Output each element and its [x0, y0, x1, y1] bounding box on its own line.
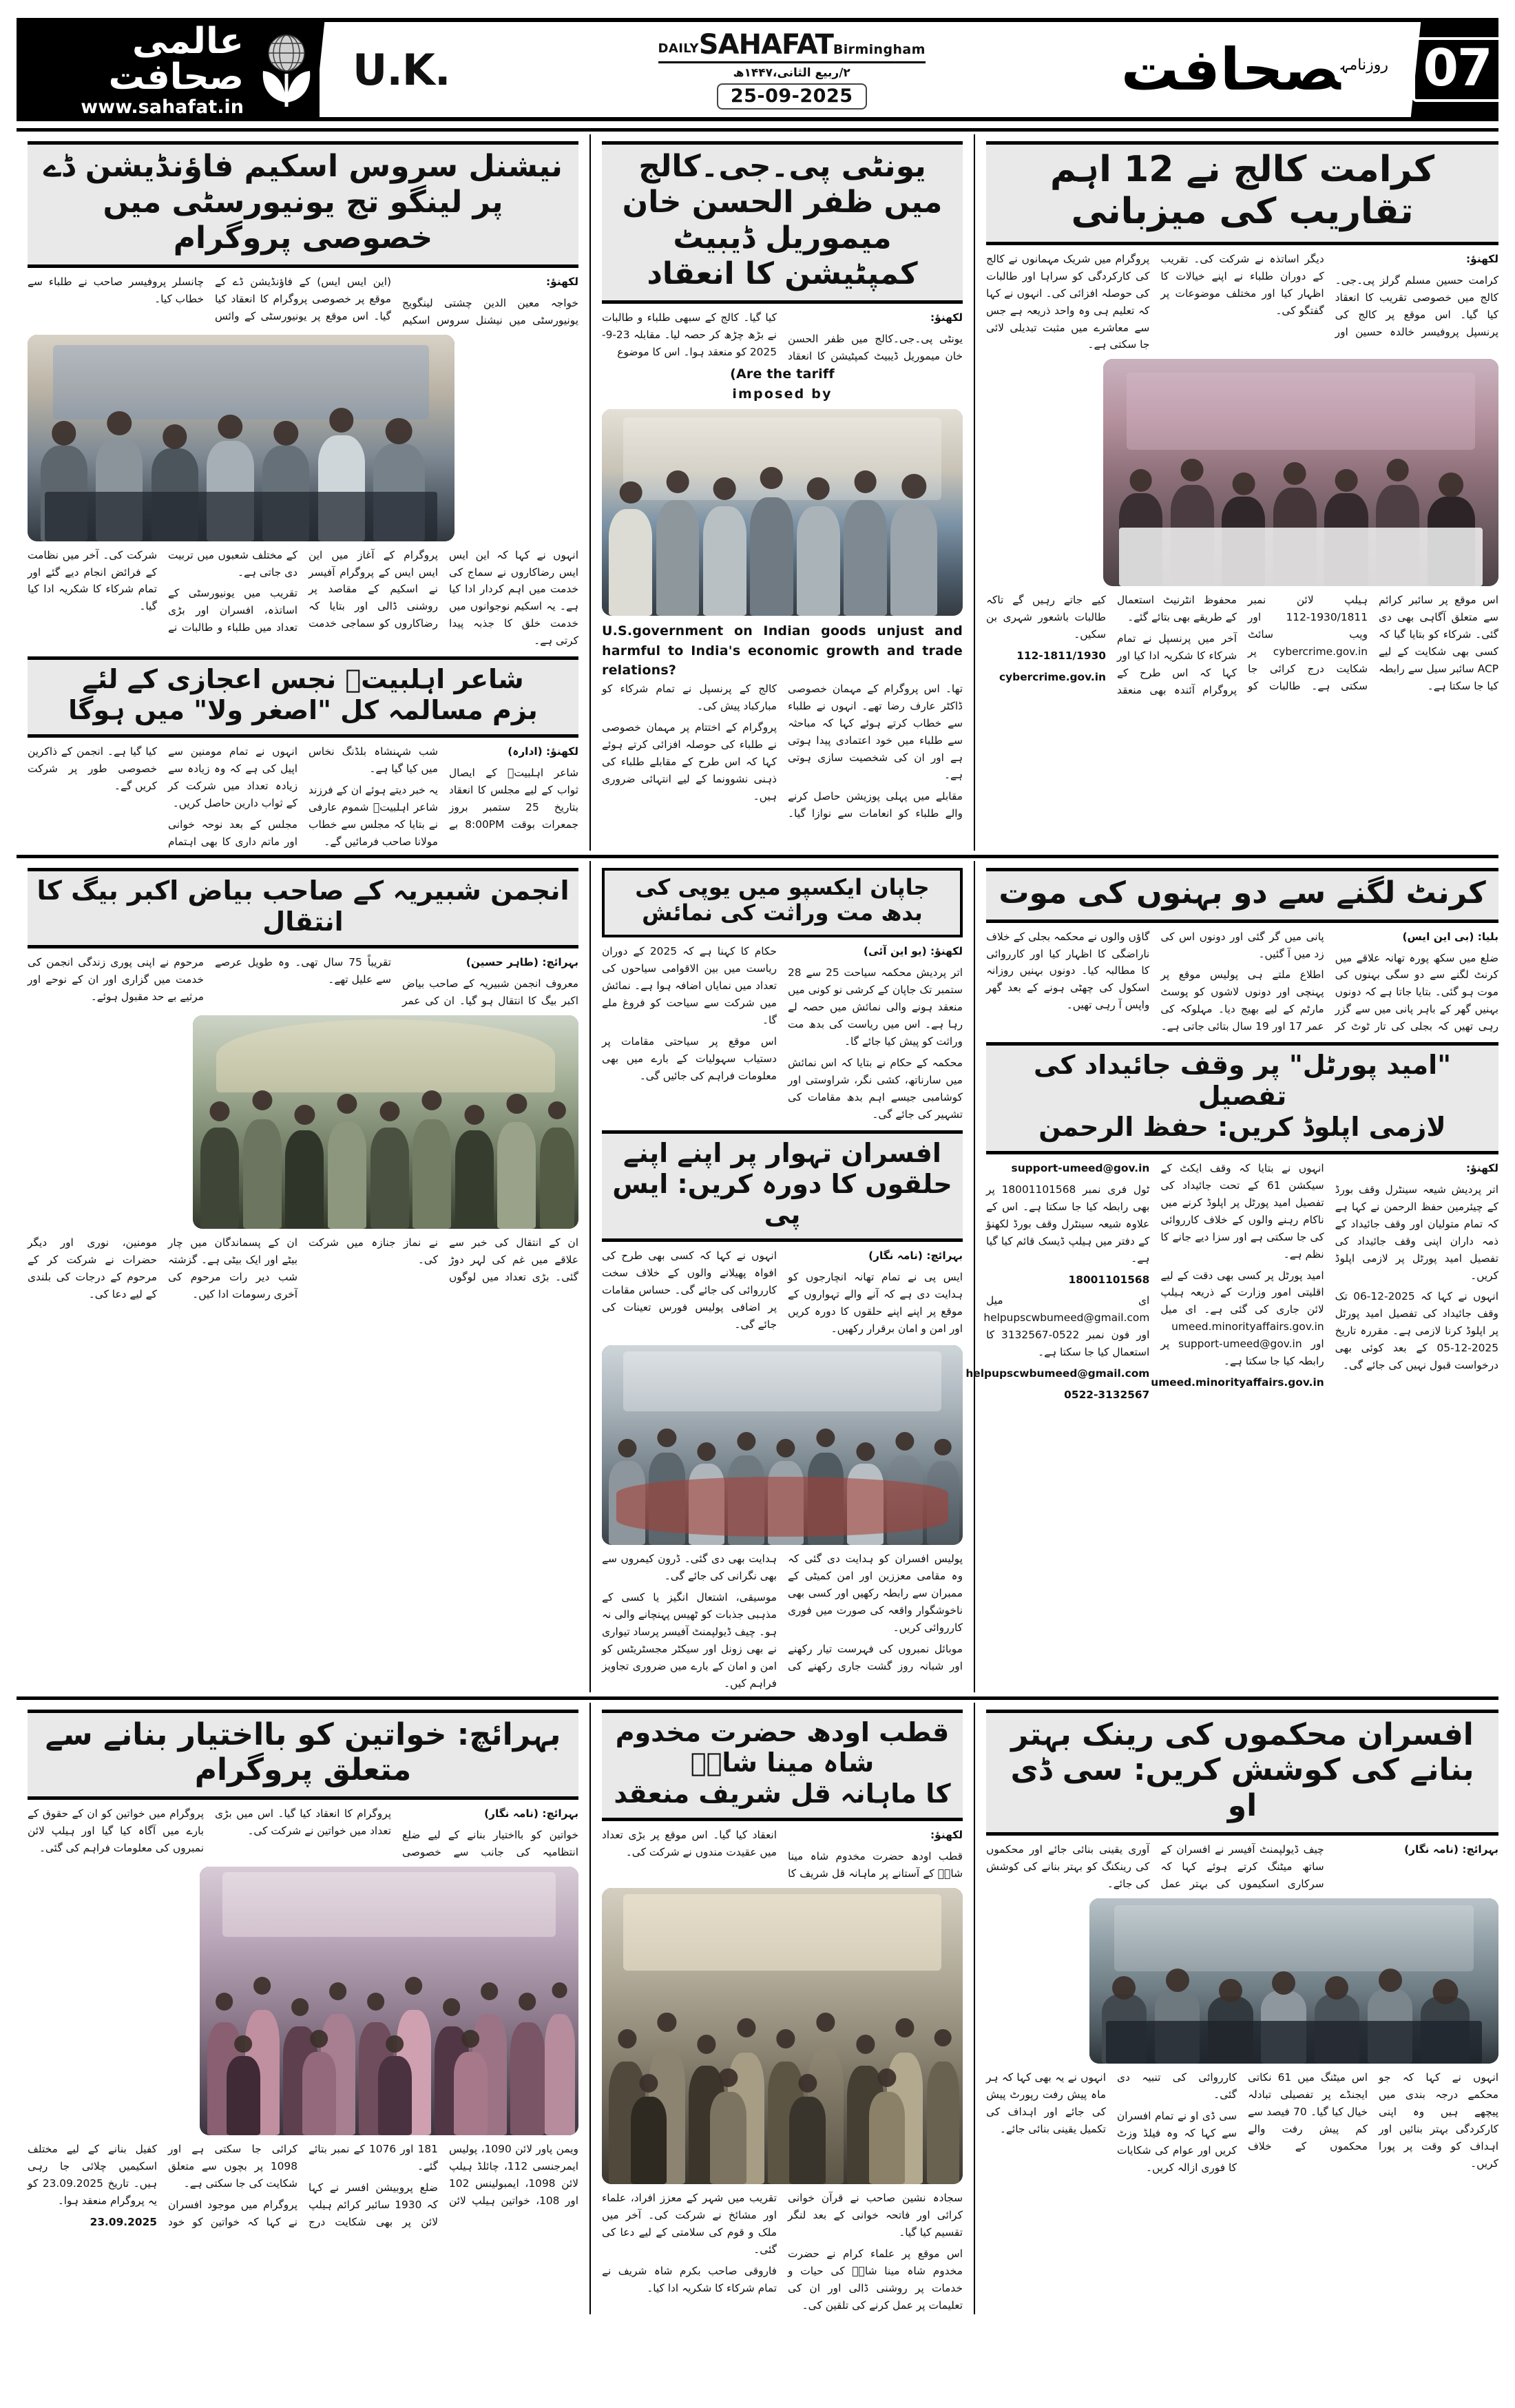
shair-headline-line1: شاعر اہلبیتؑ نجس اعجازی کے لئے	[82, 664, 524, 695]
unity-para-1: پروگرام کے اختتام پر مہمان خصوصی نے طلباء کی حوصلہ افزائی کرتے ہوئے کہا کہ اس طرح کے مقابلے طلباء کی ذہنی نشوونما کے لیے انتہائی ضروری ہیں۔	[602, 720, 777, 802]
umeed-email-1[interactable]: support-umeed@gov.in	[1011, 1161, 1150, 1174]
masthead	[17, 18, 1498, 121]
anjuman-headline: انجمن شبیریہ کے صاحب بیاض اکبر بیگ کا انتقال	[28, 868, 578, 949]
masthead-white-panel	[315, 22, 1421, 117]
women-body-top	[28, 1805, 578, 1861]
current-death-dateline: بلیا: (بی این ایس)	[1402, 930, 1498, 943]
anjuman-body-top	[28, 954, 578, 1010]
anjuman-para-4: مومنین، نوری اور دیگر حضرات نے شرکت کر کے مرحوم کے درجات کی بلندی کے لیے دعا کی۔	[28, 1236, 157, 1301]
karamat-website[interactable]: cybercrime.gov.in	[999, 671, 1106, 684]
anjuman-para-1: مرحوم نے اپنی پوری زندگی انجمن کی خدمت میں گزاری اور ان کے نوحے اور مرثیے بے حد مقبول ہوئے۔	[28, 956, 204, 1004]
anjuman-para-2: ان کے انتقال کی خبر سے علاقے میں غم کی لہر دوڑ گئی۔ بڑی تعداد میں لوگوں نے نماز جنازہ میں شرکت کی۔	[309, 1236, 578, 1284]
article-nss-program	[28, 134, 589, 851]
qutub-body-top	[602, 1827, 963, 1882]
qutub-dateline: لکھنؤ:	[930, 1829, 963, 1842]
anjuman-dateline: بہرائچ: (طاہر حسین)	[466, 956, 578, 969]
nss-para-1: انہوں نے کہا کہ این ایس ایس رضاکاروں نے سماج کی خدمت میں اہم کردار ادا کیا ہے۔ یہ اسکیم نوجوانوں میں خدمت خلق کا جذبہ پیدا کرتی ہے۔	[449, 548, 578, 647]
anjuman-para-0: معروف انجمن شبیریہ کے صاحب بیاض اکبر بیگ کا انتقال ہو گیا۔ ان کی عمر تقریباً 75 سال تھی۔ وہ طویل عرصے سے علیل تھے۔	[215, 956, 578, 1008]
article-cdo-ranking	[975, 1703, 1498, 2314]
brand-urdu-name: عالمی صحافت	[108, 20, 244, 98]
karamat-para-2: اس موقع پر سائبر کرائم سے متعلق آگاہی بھی دی گئی۔ شرکاء کو بتایا گیا کہ کسی بھی شکایت کے لیے ACP سائبر سیل سے رابطہ کیا جا سکتا ہے۔	[1379, 594, 1498, 693]
page-number: 07	[1412, 37, 1499, 102]
cdo-para-1: انہوں نے کہا کہ جو محکمے درجہ بندی میں پیچھے ہیں وہ اپنی کارکردگی بہتر بنائیں اور اہداف کو وقت پر پورا کریں۔	[1379, 2071, 1498, 2170]
karamat-para-0: کرامت حسین مسلم گرلز پی۔جی۔کالج میں خصوصی تقریب کا انعقاد کیا گیا۔ اس موقع پر کالج کی پرنسپل پروفیسر خالدہ حسین اور دیگر اساتذہ نے شرکت کی۔ تقریب کے دوران طلباء نے اپنے خیالات کا اظہار کیا اور مختلف موضوعات پر گفتگو کی۔	[1160, 252, 1498, 338]
nss-para-3: تقریب میں یونیورسٹی کے اساتذہ، افسران اور بڑی تعداد میں طلباء و طالبات نے شرکت کی۔ آخر میں نظامت کے فرائض انجام دیے گئے اور تمام شرکاء کا شکریہ ادا کیا گیا۔	[28, 548, 297, 634]
karamat-para-1: پروگرام میں شریک مہمانوں نے کالج کی کارکردگی کو سراہا اور طالبات کی حوصلہ افزائی کی۔ انہوں نے کہا کہ تعلیم ہی وہ واحد ذریعہ ہے جس سے معاشرے میں مثبت تبدیلی لائی جا سکتی ہے۔	[986, 252, 1150, 351]
women-para-0: خواتین کو بااختیار بنانے کے لیے ضلع انتظامیہ کی جانب سے خصوصی پروگرام کا انعقاد کیا گیا۔ اس میں بڑی تعداد میں خواتین نے شرکت کی۔	[215, 1807, 578, 1859]
nss-headline: نیشنل سروس اسکیم فاؤنڈیشن ڈے پر لینگو تج یونیورسٹی میں خصوصی پروگرام	[28, 141, 578, 268]
qutub-para-1: سجادہ نشین صاحب نے قرآن خوانی کرائی اور فاتحہ خوانی کے بعد لنگر تقسیم کیا گیا۔	[788, 2191, 963, 2239]
cdo-para-2: اس میٹنگ میں 61 نکاتی ایجنڈے پر تفصیلی تبادلہ خیال کیا گیا۔ 70 فیصد سے کم پیش رفت والے محکموں کے خلاف کارروائی کی تنبیہ دی گئی۔	[1117, 2071, 1368, 2152]
unity-intro-text: یونٹی پی۔جی۔کالج میں ظفر الحسن خان میموریل ڈیبیٹ کمپٹیشن کا انعقاد کیا گیا۔ کالج کے سبھی طلباء و طالبات نے بڑھ چڑھ کر حصہ لیا۔ مقابلہ 23-9-2025 کو منعقد ہوا۔ اس کا موضوع	[602, 311, 963, 362]
women-para-4: پروگرام میں موجود افسران نے کہا کہ خواتین کو خود کفیل بنانے کے لیے مختلف اسکیمیں چلائی جا رہی ہیں۔ تاریخ 23.09.2025 کو یہ پروگرام منعقد ہوا۔	[28, 2143, 297, 2229]
masthead-date: 25-09-2025	[717, 83, 867, 110]
umeed-para-2: انہوں نے بتایا کہ وقف ایکٹ کے سیکشن 61 کے تحت جائیداد کی تفصیل امید پورٹل پر اپلوڈ کرنے میں ناکام رہنے والوں کے خلاف کارروائی کی جا سکتی ہے اور سزا دیے جانے کا نظم ہے۔	[1160, 1161, 1324, 1260]
qutub-headline-line1: قطب اودھ حضرت مخدوم شاہ مینا شاہؒ	[615, 1716, 950, 1778]
umeed-para-0: اتر پردیش شیعہ سینٹرل وقف بورڈ کے چیئرمین حفظ الرحمن نے کہا ہے کہ تمام متولیان اور وقف جائیداد کے ذمہ داران اپنی وقف جائیداد کی تفصیل امید پورٹل پر لازمی اپلوڈ کریں۔	[1335, 1183, 1498, 1282]
umeed-headline-line1: "امید پورٹل" پر وقف جائیداد کی تفصیل	[1033, 1050, 1452, 1112]
anjuman-body-bottom	[28, 1234, 578, 1303]
shair-headline-line2: بزم مسالمہ کل "اصغر ولا" میں ہوگا	[68, 695, 538, 726]
cdo-headline: افسران محکموں کی رینک بہتر بنانے کی کوشش کریں: سی ڈی او	[986, 1710, 1498, 1836]
umeed-para-1: انہوں نے کہا کہ 2025-12-06 تک وقف جائیداد کی تفصیل امید پورٹل پر اپلوڈ کرنا لازمی ہے۔ مقررہ تاریخ 2025-12-05 کے بعد کوئی بھی درخواست قبول نہیں کی جائے گی۔	[1335, 1290, 1498, 1372]
umeed-dateline: لکھنؤ:	[1466, 1161, 1498, 1174]
cdo-para-3: سی ڈی او نے تمام افسران سے کہا کہ وہ فیلڈ وزٹ کریں اور عوام کی شکایات کا فوری ازالہ کریں۔	[1117, 2110, 1237, 2174]
current-death-para-2: گاؤں والوں نے محکمہ بجلی کے خلاف ناراضگی کا اظہار کیا اور کارروائی کا مطالبہ کیا۔ دونوں بہنیں روزانہ اسکول کی چھٹی ہونے کے بعد گھر واپس آ رہی تھیں۔	[986, 930, 1150, 1012]
masthead-city: Birmingham	[833, 42, 926, 58]
cdo-body-bottom	[986, 2069, 1498, 2177]
globe-plant-icon	[253, 28, 320, 111]
shair-headline	[28, 656, 578, 738]
shair-para-1: یہ خبر دیتے ہوئے ان کے فرزند شاعر اہلبیتؑ شموم عارفی نے بتایا کہ مجلس سے خطاب مولانا صاحب فرمائیں گے۔	[309, 783, 438, 848]
umeed-headline	[986, 1042, 1498, 1154]
shair-para-3: مجلس کے بعد نوحہ خوانی اور ماتم داری کا بھی اہتمام کیا گیا ہے۔ انجمن کے ذاکرین خصوصی طور پر شرکت کریں گے۔	[28, 745, 297, 848]
umeed-headline-line2: لازمی اپلوڈ کریں: حفظ الرحمن	[1038, 1111, 1446, 1142]
umeed-para-3: امید پورٹل پر کسی بھی دقت کے لیے اقلیتی امور وزارت کے ذریعہ ہیلپ لائن جاری کی گئی ہے۔ ای میل umeed.minorityaffairs.gov.in اور support-umeed@gov.in پر رابطہ کیا جا سکتا ہے۔	[1160, 1269, 1324, 1368]
anjuman-photo	[193, 1015, 578, 1229]
japan-expo-para-3: اس موقع پر سیاحتی مقامات پر دستیاب سہولیات کے بارے میں بھی معلومات فراہم کی جائیں گی۔	[602, 1035, 777, 1082]
nss-para-0: خواجہ معین الدین چشتی لینگویج یونیورسٹی میں نیشنل سروس اسکیم (این ایس ایس) کے فاؤنڈیشن ڈے کے موقع پر خصوصی پروگرام کا انعقاد کیا گیا۔ اس موقع پر یونیورسٹی کے وائس چانسلر پروفیسر صاحب نے طلباء سے خطاب کیا۔	[28, 275, 578, 326]
umeed-toll-free: 18001101568	[1068, 1273, 1150, 1286]
sp-visit-body-bottom	[602, 1550, 963, 1692]
page-number-block	[1416, 18, 1498, 121]
current-death-para-1: اطلاع ملتے ہی پولیس موقع پر پہنچی اور دونوں لاشوں کو پوسٹ مارٹم کے لیے بھیج دیا۔ مہلوکہ کی عمر 17 اور 19 سال بتائی جاتی ہے۔	[1160, 968, 1324, 1033]
nss-body-top	[28, 273, 578, 329]
masthead-paper-name: SAHAFAT	[698, 29, 833, 61]
bottom-band	[17, 1703, 1498, 2314]
masthead-edition: U.K.	[353, 44, 450, 95]
middle-left-column	[965, 861, 1498, 1692]
article-karamat-college	[975, 134, 1498, 851]
middle-band	[17, 861, 1498, 1692]
masthead-hijri-date: ۲/ربیع الثانی،۱۴۴۷ھ	[733, 66, 850, 81]
nss-body-bottom	[28, 547, 578, 650]
japan-expo-para-0: اتر پردیش محکمہ سیاحت 25 سے 28 ستمبر تک جاپان کے کرشی نو کونی میں منعقد ہونے والی نمائش میں حصہ لے رہا ہے۔ اس میں ریاست کی بدھ مت وراثت کو پیش کیا جائے گا۔	[788, 966, 963, 1048]
masthead-brand-block	[17, 18, 320, 121]
unity-body	[602, 681, 963, 822]
shair-para-2: انہوں نے تمام مومنین سے اپیل کی ہے کہ وہ زیادہ سے زیادہ تعداد میں شرکت کر کے ثواب دارین حاصل کریں۔	[168, 745, 297, 809]
nss-photo	[28, 335, 454, 541]
cdo-body-top	[986, 1841, 1498, 1893]
sp-visit-photo	[602, 1345, 963, 1545]
unity-english-topic-1: (Are the tariff	[730, 366, 835, 382]
sp-visit-para-3: موبائل نمبروں کی فہرست تیار رکھنے اور شبانہ روز گشت جاری رکھنے کی ہدایت بھی دی گئی۔ ڈرون کیمروں سے بھی نگرانی کی جائے گی۔	[602, 1552, 963, 1672]
masthead-title-line	[658, 30, 926, 63]
sp-visit-para-2: پولیس افسران کو ہدایت دی گئی کہ وہ مقامی معززین اور امن کمیٹی کے ممبران سے رابطہ رکھیں اور کسی بھی ناخوشگوار واقعہ کی صورت میں فوری کارروائی کریں۔	[788, 1552, 963, 1634]
japan-expo-headline: جاپان ایکسپو میں یوپی کی بدھ مت وراثت کی نمائش	[602, 868, 963, 938]
qutub-para-4: فاروقی صاحب بکرم شاہ شریف نے تمام شرکاء کا شکریہ ادا کیا۔	[602, 2264, 777, 2294]
sp-visit-body-top	[602, 1247, 963, 1340]
qutub-para-0: قطب اودھ حضرت مخدوم شاہ مینا شاہؒ کے آستانے پر ماہانہ قل شریف کا انعقاد کیا گیا۔ اس موقع پر بڑی تعداد میں عقیدت مندوں نے شرکت کی۔	[602, 1829, 963, 1880]
women-para-2: ویمن پاور لائن 1090، پولیس ایمرجنسی 112، چائلڈ ہیلپ لائن 1098، ایمبولینس 102 اور 108، خواتین ہیلپ لائن 181 اور 1076 کے نمبر بتائے گئے۔	[309, 2143, 579, 2208]
shair-para-0: شاعر اہلبیتؑ کے ایصال ثواب کے لیے مجلس کا انعقاد بتاریخ 25 ستمبر بروز جمعرات بوقت 8:00PM بے شب شہنشاہ بلڈنگ نخاس میں کیا گیا ہے۔	[309, 745, 578, 831]
sp-visit-para-4: موسیقی، اشتعال انگیز یا کسی کے مذہبی جذبات کو ٹھیس پہنچانے والی نہ ہو۔ چیف ڈیولپمنٹ آفیسر پرساد تیواری نے بھی زونل اور سیکٹر مجسٹریٹس کو امن و امان کے بارے میں ضروری تجاویز فراہم کیں۔	[602, 1590, 777, 1690]
umeed-portal-url[interactable]: umeed.minorityaffairs.gov.in	[1151, 1376, 1324, 1389]
women-para-3: ضلع پروبیشن افسر نے کہا کہ 1930 سائبر کرائم ہیلپ لائن پر بھی شکایت درج کرائی جا سکتی ہے اور 1098 پر بچوں سے متعلق شکایت کی جا سکتی ہے۔	[168, 2143, 438, 2229]
umeed-phone: 0522-3132567	[1064, 1389, 1150, 1402]
nss-dateline: لکھنؤ:	[546, 275, 578, 288]
article-women-empowerment	[28, 1703, 589, 2314]
japan-expo-dateline: لکھنؤ: (یو این آئی)	[863, 945, 963, 958]
sp-visit-dateline: بہرائچ: (نامہ نگار)	[868, 1249, 963, 1263]
karamat-headline: کرامت کالج نے 12 اہم تقاریب کی میزبانی	[986, 141, 1498, 245]
article-qutub-oudh	[589, 1703, 975, 2314]
masthead-urdu-logo	[1120, 36, 1395, 103]
karamat-para-3: ہیلپ لائن نمبر 1930/1811-112 اور ویب سائٹ cybercrime.gov.in پر شکایت درج کرائی جا سکتی ہے۔ طالبات کو محفوظ انٹرنیٹ استعمال کے طریقے بھی بتائے گئے۔	[1117, 594, 1368, 693]
cdo-dateline: بہرائچ: (نامہ نگار)	[1404, 1843, 1498, 1856]
women-photo	[200, 1867, 578, 2135]
karamat-photo	[1103, 359, 1498, 586]
qutub-body-bottom	[602, 2190, 963, 2314]
masthead-urdu-superscript: روزنامہ	[1340, 56, 1388, 74]
unity-dateline: لکھنؤ:	[930, 311, 963, 324]
current-death-para-0: ضلع میں سکھ پورہ تھانہ علاقے میں کرنٹ لگنے سے دو سگی بہنوں کی موت ہو گئی۔ بتایا جاتا ہے کہ دونوں بہنیں گھر کے باہر پانی میں سے گزر رہی تھیں کہ بجلی کی تار ٹوٹ کر پانی میں گر گئی اور دونوں اس کی زد میں آ گئیں۔	[1160, 930, 1498, 1033]
sp-visit-headline: افسران تہوار پر اپنے اپنے حلقوں کا دورہ کریں: ایس پی	[602, 1130, 963, 1242]
middle-right-column	[28, 861, 589, 1692]
unity-english-topic-2: imposed by	[732, 386, 833, 402]
qutub-para-3: تقریب میں شہر کے معزز افراد، علماء اور مشائخ نے شرکت کی۔ آخر میں ملک و قوم کی سلامتی کے لیے دعا کی گئی۔	[602, 2191, 777, 2256]
umeed-para-4: ٹول فری نمبر 18001101568 پر بھی رابطہ کیا جا سکتا ہے۔ اس کے علاوہ شیعہ سینٹرل وقف بورڈ لکھنؤ کے دفتر میں ہیلپ ڈیسک قائم کیا گیا ہے۔	[986, 1183, 1150, 1265]
umeed-para-5: ای میل helpupscwbumeed@gmail.com اور فون نمبر 0522-3132567 کا استعمال کیا جا سکتا ہے۔	[983, 1294, 1150, 1359]
cdo-photo	[1089, 1898, 1498, 2064]
current-death-body	[986, 928, 1498, 1036]
qutub-para-2: اس موقع پر علماء کرام نے حضرت مخدوم شاہ مینا شاہؒ کی حیات و خدمات پر روشنی ڈالی اور ان کی تعلیمات پر عمل کرنے کی تلقین کی۔	[788, 2247, 963, 2312]
anjuman-para-3: ان کے پسماندگان میں چار بیٹے اور ایک بیٹی ہے۔ گزشتہ شب دیر رات مرحوم کی آخری رسومات ادا کیں۔	[168, 1236, 297, 1301]
band-separator-1	[17, 855, 1498, 858]
sp-visit-para-1: انہوں نے کہا کہ کسی بھی طرح کی افواہ پھیلانے والوں کے خلاف سخت کارروائی کی جائے گی۔ حساس مقامات پر اضافی پولیس فورس تعینات کی جائے گی۔	[602, 1249, 777, 1331]
article-unity-college	[589, 134, 975, 851]
brand-website-url[interactable]: www.sahafat.in	[81, 96, 244, 118]
qutub-headline	[602, 1710, 963, 1821]
sp-visit-para-0: ایس پی نے تمام تھانہ انچارجوں کو ہدایت دی ہے کہ آنے والے تہواروں کے موقع پر اپنے اپنے حلقوں کا دورہ کریں اور امن و امان برقرار رکھیں۔	[788, 1271, 963, 1335]
shair-body	[28, 743, 578, 851]
masthead-daily-word: DAILY	[658, 41, 699, 56]
band-separator-2	[17, 1696, 1498, 1700]
unity-photo	[602, 409, 963, 616]
karamat-body-top	[986, 251, 1498, 354]
women-event-date: 23.09.2025	[90, 2216, 157, 2229]
current-death-headline: کرنٹ لگنے سے دو بہنوں کی موت	[986, 868, 1498, 923]
qutub-headline-line2: کا ماہانہ قل شریف منعقد	[614, 1778, 951, 1809]
unity-english-topic-3: U.S.government on Indian goods unjust and harmful to India's economic growth and trade relations?	[602, 623, 963, 678]
nss-para-2: پروگرام کے آغاز میں این ایس ایس کے پروگرام آفیسر نے اسکیم کے مقاصد پر روشنی ڈالی اور بتایا کہ رضاکاروں کو سماجی خدمت کے مختلف شعبوں میں تربیت دی جاتی ہے۔	[168, 548, 438, 630]
top-band	[17, 134, 1498, 851]
japan-expo-body	[602, 943, 963, 1123]
women-para-1: پروگرام میں خواتین کو ان کے حقوق کے بارے میں آگاہ کیا گیا اور ہیلپ لائن نمبروں کی معلومات فراہم کی گئی۔	[28, 1807, 204, 1855]
unity-body-after: تھا۔ اس پروگرام کے مہمان خصوصی ڈاکٹر عارف رضا تھے۔ انہوں نے طلباء سے خطاب کرتے ہوئے کہا کہ مباحثہ سے طلباء میں خود اعتمادی پیدا ہوتی ہے اور ان کی شخصیت سازی ہوتی ہے۔	[788, 682, 963, 781]
qutub-photo	[602, 1888, 963, 2184]
women-body-bottom	[28, 2141, 578, 2231]
unity-para-0: مقابلے میں پہلی پوزیشن حاصل کرنے والے طلباء کو انعامات سے نوازا گیا۔ کالج کے پرنسپل نے تمام شرکاء کو مبارکباد پیش کی۔	[602, 682, 963, 820]
women-headline: بہرائچ: خواتین کو بااختیار بنانے سے متعلق پروگرام	[28, 1710, 578, 1800]
masthead-center	[647, 30, 937, 109]
cdo-para-0: چیف ڈیولپمنٹ آفیسر نے افسران کے ساتھ میٹنگ کرتے ہوئے کہا کہ سرکاری اسکیموں کی بہتر عمل آوری یقینی بنائی جائے اور محکموں کی رینکنگ کو بہتر بنانے کی کوشش کی جائے۔	[986, 1843, 1324, 1891]
japan-expo-para-1: محکمہ کے حکام نے بتایا کہ اس نمائش میں سارناتھ، کشی نگر، شراوستی اور کوشامبی جیسے اہم بدھ مقامات کی تشہیر کی جائے گی۔	[788, 1056, 963, 1121]
unity-headline: یونٹی پی۔جی۔کالج میں ظفر الحسن خان میموریل ڈیبیٹ کمپٹیشن کا انعقاد	[602, 141, 963, 304]
cdo-para-4: انہوں نے یہ بھی کہا کہ ہر ماہ پیش رفت رپورٹ پیش کی جائے اور اہداف کی تکمیل یقینی بنائی جائے۔	[986, 2071, 1106, 2136]
karamat-dateline: لکھنؤ:	[1466, 252, 1498, 265]
masthead-bottom-rule	[17, 128, 1498, 132]
karamat-helpline: 112-1811/1930	[1016, 650, 1106, 663]
umeed-email-2[interactable]: helpupscwbumeed@gmail.com	[965, 1367, 1150, 1380]
shair-dateline: لکھنؤ: (ادارہ)	[508, 745, 578, 758]
umeed-body	[965, 1160, 1498, 1404]
karamat-body-bottom	[986, 592, 1498, 699]
japan-expo-para-2: حکام کا کہنا ہے کہ 2025 کے دوران ریاست میں بین الاقوامی سیاحوں کی تعداد میں نمایاں اضافہ ہوا ہے۔ نمائش میں شرکت سے سیاحت کو فروغ ملے گا۔	[602, 945, 777, 1026]
middle-mid-column	[589, 861, 975, 1692]
women-dateline: بہرائچ: (نامہ نگار)	[484, 1807, 578, 1820]
karamat-para-4: آخر میں پرنسپل نے تمام شرکاء کا شکریہ ادا کیا اور کہا کہ اس طرح کے پروگرام آئندہ بھی منعقد کیے جاتے رہیں گے تاکہ طالبات باشعور شہری بن سکیں۔	[986, 594, 1237, 697]
unity-intro	[602, 309, 963, 365]
masthead-urdu-logo-text: صحافت	[1120, 36, 1341, 103]
